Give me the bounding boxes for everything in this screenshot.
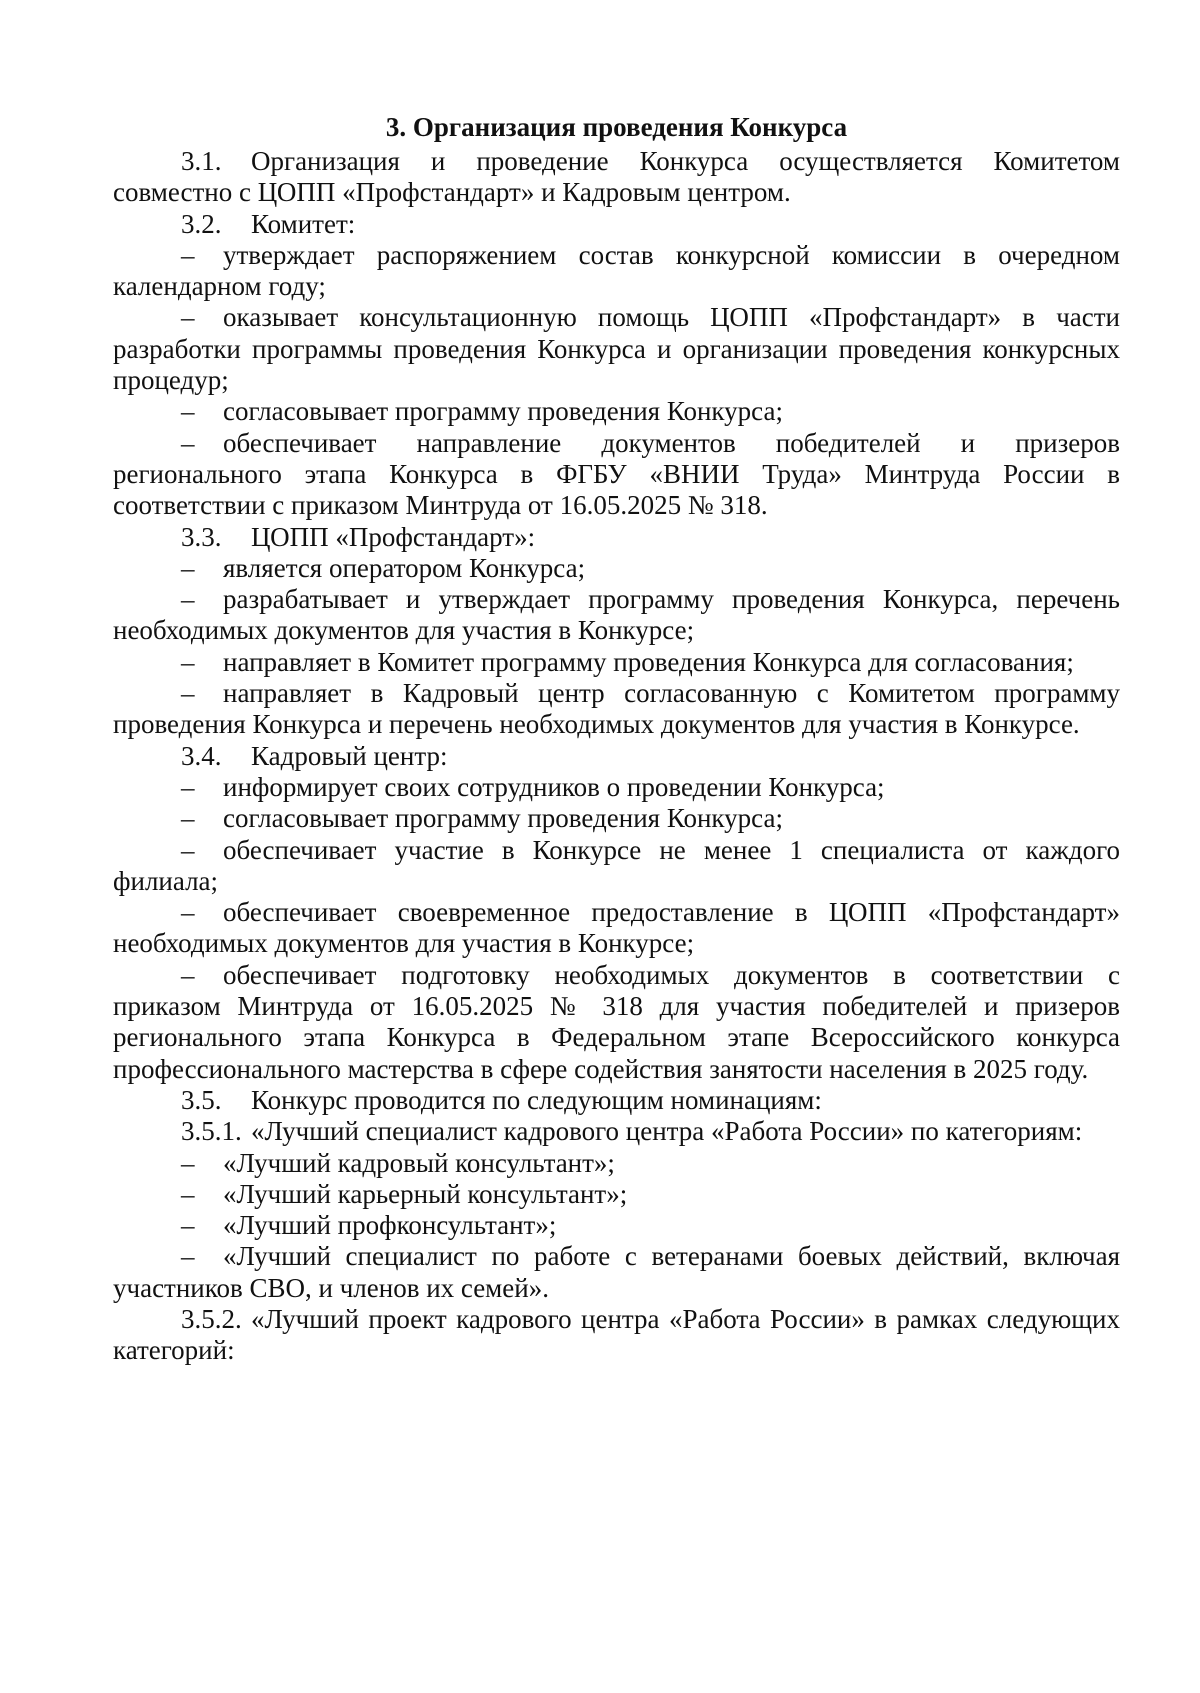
paragraph-text: информирует своих сотрудников о проведении Конкурса; (223, 771, 885, 802)
list-dash: – (181, 302, 195, 333)
paragraph-number: 3.4. (181, 740, 222, 771)
paragraph-text: «Лучший специалист по работе с ветеранами боевых действий, включая участников СВО, и членов их семей». (113, 1241, 1120, 1303)
list-item (113, 1210, 1120, 1241)
numbered-paragraph (113, 209, 1120, 240)
list-item (113, 240, 1120, 303)
list-dash: – (181, 552, 195, 583)
paragraph-text: «Лучший карьерный консультант»; (223, 1178, 628, 1209)
list-item (113, 897, 1120, 960)
paragraph-text: обеспечивает участие в Конкурсе не менее 1 специалиста от каждого филиала; (113, 834, 1120, 896)
paragraph-text: направляет в Кадровый центр согласованную с Комитетом программу проведения Конкурса и перечень необходимых документов для участия в Конкурсе. (113, 678, 1120, 740)
list-dash: – (181, 427, 195, 458)
paragraph-text: Организация и проведение Конкурса осуществляется Комитетом совместно с ЦОПП «Профстандарт» и Кадровым центром. (113, 146, 1120, 208)
list-dash: – (181, 1241, 195, 1272)
paragraph-number: 3.5.1. (181, 1116, 242, 1147)
list-dash: – (181, 1147, 195, 1178)
numbered-paragraph (113, 741, 1120, 772)
paragraph-text: разрабатывает и утверждает программу проведения Конкурса, перечень необходимых документов для участия в Конкурсе; (113, 584, 1120, 646)
list-item (113, 1148, 1120, 1179)
paragraph-text: Кадровый центр: (251, 740, 448, 771)
list-dash: – (181, 1178, 195, 1209)
numbered-paragraph (113, 1085, 1120, 1116)
list-dash: – (181, 834, 195, 865)
list-item (113, 678, 1120, 741)
list-item (113, 1241, 1120, 1304)
list-item (113, 647, 1120, 678)
list-dash: – (181, 239, 195, 270)
numbered-paragraph (113, 1116, 1120, 1147)
list-dash: – (181, 803, 195, 834)
list-dash: – (181, 959, 195, 990)
list-item (113, 960, 1120, 1085)
paragraph-text: является оператором Конкурса; (223, 552, 586, 583)
paragraph-text: согласовывает программу проведения Конкурса; (223, 396, 783, 427)
paragraph-text: утверждает распоряжением состав конкурсной комиссии в очередном календарном году; (113, 239, 1120, 302)
paragraph-number: 3.3. (181, 521, 222, 552)
paragraph-text: согласовывает программу проведения Конкурса; (223, 803, 783, 834)
list-item (113, 302, 1120, 396)
paragraph-text: обеспечивает подготовку необходимых документов в соответствии с приказом Минтруда от 16.05.2025 № 318 для участия победителей и призеров регионального этапа Конкурса в Федеральном этапе Всероссийского конкурса профессионального мастерства в сфере содействия занятости населения в 2025 году. (113, 959, 1120, 1084)
numbered-paragraph (113, 522, 1120, 553)
paragraph-text: «Лучший кадровый консультант»; (223, 1147, 615, 1178)
list-dash: – (181, 646, 195, 677)
list-dash: – (181, 678, 195, 709)
numbered-paragraph (113, 1304, 1120, 1367)
paragraph-text: «Лучший проект кадрового центра «Работа России» в рамках следующих категорий: (113, 1303, 1120, 1366)
paragraph-text: направляет в Комитет программу проведения Конкурса для согласования; (223, 646, 1074, 677)
paragraph-text: ЦОПП «Профстандарт»: (251, 521, 536, 552)
list-dash: – (181, 897, 195, 928)
list-item (113, 803, 1120, 834)
paragraph-number: 3.2. (181, 208, 222, 239)
list-dash: – (181, 771, 195, 802)
paragraph-text: «Лучший специалист кадрового центра «Работа России» по категориям: (251, 1116, 1083, 1147)
paragraph-number: 3.1. (181, 146, 222, 176)
list-item (113, 396, 1120, 427)
numbered-paragraph (113, 146, 1120, 209)
section-title: 3. Организация проведения Конкурса (385, 112, 848, 142)
paragraph-number: 3.5. (181, 1084, 222, 1115)
paragraph-text: «Лучший профконсультант»; (223, 1210, 557, 1241)
list-item (113, 772, 1120, 803)
list-item (113, 835, 1120, 898)
paragraph-number: 3.5.2. (181, 1303, 242, 1334)
paragraph-text: обеспечивает направление документов победителей и призеров регионального этапа Конкурса в ФГБУ «ВНИИ Труда» Минтруда России в соответствии с приказом Минтруда от 16.05.2025 № 318. (113, 427, 1120, 521)
list-dash: – (181, 584, 195, 615)
list-item (113, 584, 1120, 647)
list-dash: – (181, 1210, 195, 1241)
document-body (113, 146, 1120, 1367)
paragraph-text: оказывает консультационную помощь ЦОПП «Профстандарт» в части разработки программы проведения Конкурса и организации проведения конкурсных процедур; (113, 302, 1120, 396)
list-dash: – (181, 396, 195, 427)
list-item (113, 553, 1120, 584)
paragraph-text: Комитет: (251, 208, 356, 239)
paragraph-text: Конкурс проводится по следующим номинациям: (251, 1084, 822, 1115)
list-item (113, 428, 1120, 522)
list-item (113, 1179, 1120, 1210)
paragraph-text: обеспечивает своевременное предоставление в ЦОПП «Профстандарт» необходимых документов для участия в Конкурсе; (113, 897, 1120, 959)
